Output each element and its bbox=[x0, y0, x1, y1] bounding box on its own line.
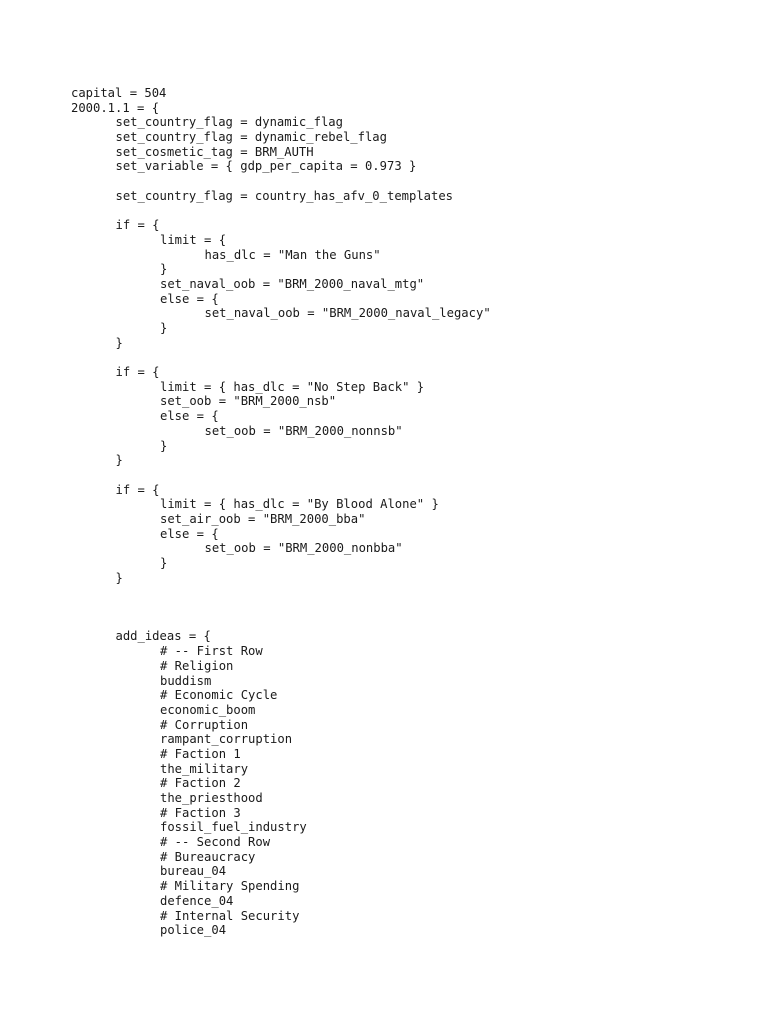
code-line: set_country_flag = dynamic_flag bbox=[115, 115, 343, 130]
code-line: set_oob = "BRM_2000_nsb" bbox=[160, 394, 337, 409]
code-line: if = { bbox=[115, 482, 160, 497]
code-line: set_country_flag = country_has_afv_0_templates bbox=[115, 188, 454, 203]
code-line bbox=[71, 615, 491, 630]
code-line: # Military Spending bbox=[160, 879, 300, 894]
code-line: buddism bbox=[160, 673, 212, 688]
code-line bbox=[71, 468, 491, 483]
code-line: # Bureaucracy bbox=[160, 849, 256, 864]
code-line: set_air_oob = "BRM_2000_bba" bbox=[160, 511, 366, 526]
code-line: # Religion bbox=[160, 658, 234, 673]
code-line bbox=[71, 350, 491, 365]
code-line bbox=[71, 204, 491, 219]
code-line: set_naval_oob = "BRM_2000_naval_mtg" bbox=[160, 276, 425, 291]
code-line: else = { bbox=[160, 526, 219, 541]
code-line bbox=[71, 174, 491, 189]
code-line: bureau_04 bbox=[160, 864, 227, 879]
code-line: limit = { has_dlc = "No Step Back" } bbox=[160, 379, 425, 394]
code-line: # Faction 3 bbox=[160, 805, 241, 820]
code-line: # -- First Row bbox=[160, 644, 263, 659]
code-line bbox=[71, 600, 491, 615]
code-line: else = { bbox=[160, 291, 219, 306]
code-line: the_military bbox=[160, 761, 249, 776]
code-line: } bbox=[115, 570, 123, 585]
code-line: rampant_corruption bbox=[160, 732, 293, 747]
code-line: } bbox=[115, 335, 123, 350]
code-line: police_04 bbox=[160, 923, 227, 938]
code-line: set_naval_oob = "BRM_2000_naval_legacy" bbox=[204, 306, 491, 321]
code-line: the_priesthood bbox=[160, 791, 263, 805]
code-line: set_oob = "BRM_2000_nonbba" bbox=[204, 541, 403, 556]
code-line: else = { bbox=[160, 409, 219, 424]
code-line: # Economic Cycle bbox=[160, 688, 278, 703]
code-line: limit = { has_dlc = "By Blood Alone" } bbox=[160, 497, 439, 512]
code-block bbox=[71, 86, 491, 938]
code-line: 2000.1.1 = { bbox=[71, 100, 160, 115]
code-line: if = { bbox=[115, 218, 160, 233]
code-line: has_dlc = "Man the Guns" bbox=[204, 247, 381, 262]
code-line: set_cosmetic_tag = BRM_AUTH bbox=[115, 144, 314, 159]
code-line: # -- Second Row bbox=[160, 835, 271, 850]
code-line: } bbox=[115, 453, 123, 468]
code-line: # Corruption bbox=[160, 717, 249, 732]
code-line: fossil_fuel_industry bbox=[160, 820, 307, 835]
code-line: } bbox=[160, 262, 168, 277]
code-line: set_oob = "BRM_2000_nonnsb" bbox=[204, 423, 403, 438]
code-line: add_ideas = { bbox=[115, 629, 211, 644]
code-line: defence_04 bbox=[160, 893, 234, 908]
code-line: set_variable = { gdp_per_capita = 0.973 } bbox=[115, 159, 417, 174]
code-line: } bbox=[160, 438, 168, 453]
code-line: limit = { bbox=[160, 232, 227, 247]
code-line: set_country_flag = dynamic_rebel_flag bbox=[115, 130, 387, 145]
code-line: # Internal Security bbox=[160, 908, 300, 923]
code-line bbox=[71, 585, 491, 600]
code-line: # Faction 1 bbox=[160, 746, 241, 761]
code-line: capital = 504 bbox=[71, 86, 167, 100]
code-line: } bbox=[160, 321, 168, 335]
code-line: if = { bbox=[115, 365, 160, 380]
code-line: economic_boom bbox=[160, 702, 256, 717]
code-line: # Faction 2 bbox=[160, 776, 241, 791]
code-line: } bbox=[160, 556, 168, 570]
